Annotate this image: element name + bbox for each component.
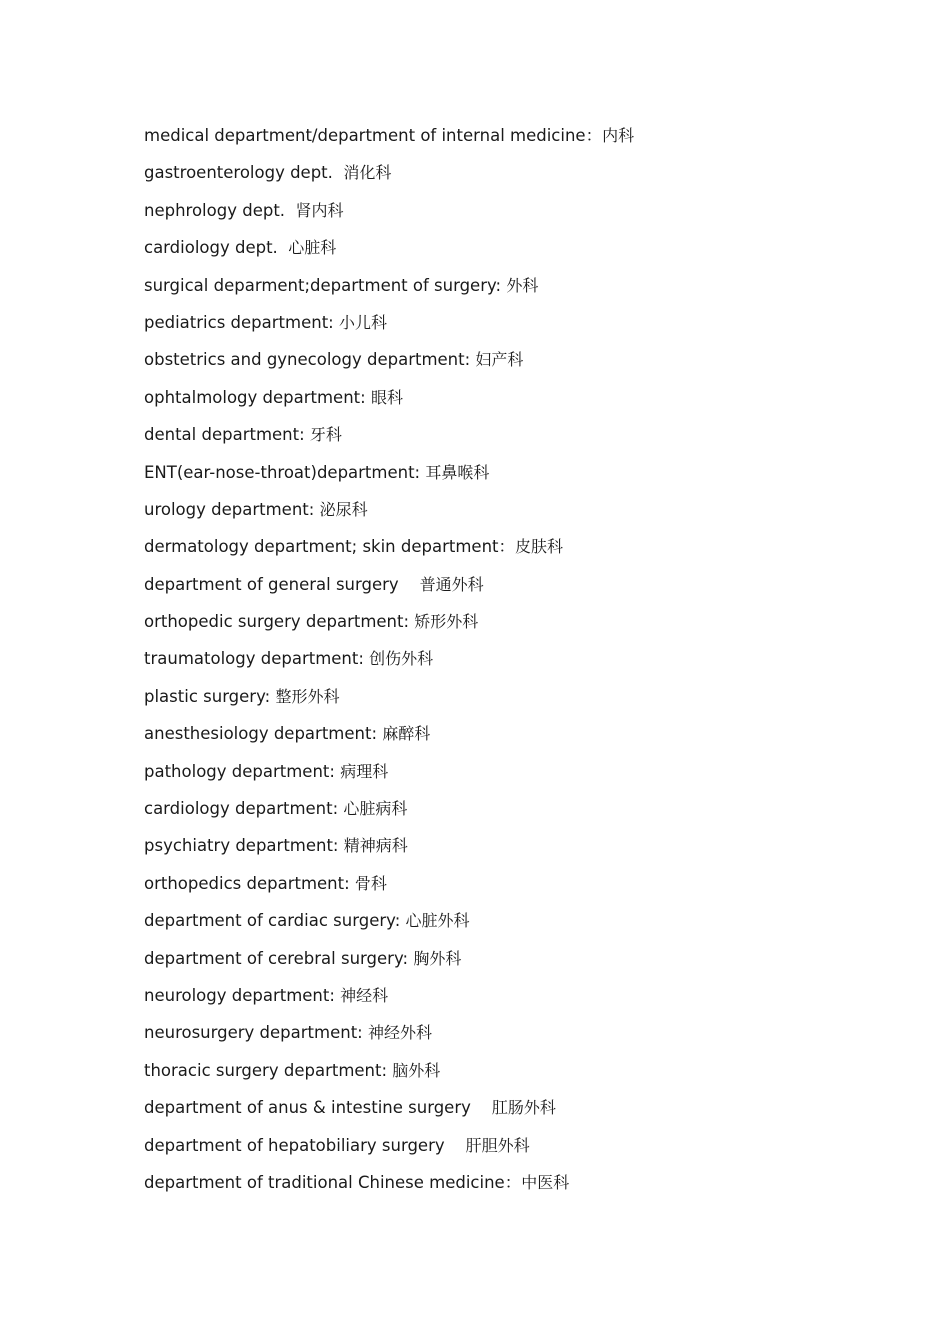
entry-chinese: 肾内科	[295, 200, 344, 220]
entry-english: ENT(ear-nose-throat)department:	[144, 462, 426, 482]
glossary-entry	[144, 1059, 904, 1096]
glossary-entry	[144, 834, 904, 871]
entry-chinese: 整形外科	[275, 686, 340, 706]
entry-english: pathology department:	[144, 761, 341, 781]
glossary-entry	[144, 947, 904, 984]
entry-chinese: 骨科	[354, 873, 387, 893]
entry-english: traumatology department:	[144, 649, 370, 669]
entry-english: neurosurgery department:	[144, 1023, 368, 1043]
entry-chinese: 肝胆外科	[465, 1135, 530, 1155]
entry-chinese: 麻醉科	[382, 724, 431, 744]
entry-chinese: 脑外科	[392, 1060, 441, 1080]
entry-chinese: 神经科	[340, 985, 389, 1005]
entry-english: orthopedic surgery department:	[144, 612, 415, 632]
entry-chinese: 小儿科	[338, 312, 387, 332]
entry-chinese: 皮肤科	[515, 537, 564, 557]
entry-chinese: 创伤外科	[369, 649, 434, 669]
glossary-entry	[144, 1096, 904, 1133]
glossary-entry	[144, 984, 904, 1021]
entry-chinese: 肛肠外科	[491, 1098, 556, 1118]
entry-english: urology department:	[144, 499, 320, 519]
entry-english: department of cerebral surgery:	[144, 948, 414, 968]
glossary-entry	[144, 386, 904, 423]
entry-chinese: 心脏科	[288, 238, 337, 258]
glossary-entry	[144, 685, 904, 722]
entry-chinese: 矫形外科	[414, 612, 479, 632]
glossary-entry	[144, 1021, 904, 1058]
glossary-entry	[144, 872, 904, 909]
entry-english: cardiology dept.	[144, 238, 289, 258]
glossary-entry	[144, 274, 904, 311]
entry-chinese: 中医科	[521, 1172, 570, 1192]
entry-english: neurology department:	[144, 985, 341, 1005]
glossary-entry	[144, 909, 904, 946]
entry-english: obstetrics and gynecology department:	[144, 350, 476, 370]
entry-chinese: 妇产科	[475, 350, 524, 370]
entry-english: department of hepatobiliary surgery	[144, 1135, 466, 1155]
entry-english: anesthesiology department:	[144, 724, 383, 744]
glossary-entry	[144, 461, 904, 498]
entry-chinese: 普通外科	[419, 574, 484, 594]
entry-english: pediatrics department:	[144, 312, 339, 332]
entry-english: gastroenterology dept.	[144, 163, 344, 183]
entry-english: medical department/department of internal medicine：	[144, 126, 603, 145]
entry-chinese: 胸外科	[413, 948, 462, 968]
glossary-entry	[144, 647, 904, 684]
entry-chinese: 外科	[506, 275, 539, 295]
entry-chinese: 消化科	[343, 163, 392, 183]
glossary-entry	[144, 797, 904, 834]
entry-english: department of cardiac surgery:	[144, 911, 406, 931]
glossary-entry	[144, 1134, 904, 1171]
entry-chinese: 精神病科	[343, 836, 408, 856]
entry-chinese: 泌尿科	[319, 499, 368, 519]
glossary-entry	[144, 610, 904, 647]
entry-english: ophtalmology department:	[144, 387, 371, 407]
department-glossary-list	[144, 124, 904, 1208]
glossary-entry	[144, 535, 904, 572]
glossary-entry	[144, 423, 904, 460]
glossary-entry	[144, 161, 904, 198]
entry-english: nephrology dept.	[144, 200, 296, 220]
entry-english: orthopedics department:	[144, 873, 355, 893]
glossary-entry	[144, 236, 904, 273]
entry-english: department of anus & intestine surgery	[144, 1098, 492, 1118]
entry-english: thoracic surgery department:	[144, 1060, 393, 1080]
entry-english: department of general surgery	[144, 574, 420, 594]
entry-chinese: 神经外科	[367, 1023, 432, 1043]
entry-english: department of traditional Chinese medicine：	[144, 1172, 522, 1192]
glossary-entry	[144, 1171, 904, 1208]
entry-chinese: 心脏外科	[405, 911, 470, 931]
glossary-entry	[144, 573, 904, 610]
entry-english: surgical deparment;department of surgery:	[144, 275, 507, 295]
glossary-entry	[144, 199, 904, 236]
entry-chinese: 病理科	[340, 761, 389, 781]
glossary-entry	[144, 722, 904, 759]
entry-chinese: 眼科	[370, 387, 403, 407]
entry-english: dental department:	[144, 425, 310, 445]
glossary-entry	[144, 760, 904, 797]
glossary-entry	[144, 348, 904, 385]
entry-english: dermatology department; skin department：	[144, 537, 516, 557]
glossary-entry	[144, 311, 904, 348]
entry-english: psychiatry department:	[144, 836, 344, 856]
entry-chinese: 耳鼻喉科	[425, 462, 490, 482]
entry-chinese: 心脏病科	[343, 799, 408, 819]
entry-english: cardiology department:	[144, 799, 344, 819]
entry-chinese: 内科	[602, 126, 635, 145]
entry-chinese: 牙科	[309, 425, 342, 445]
glossary-entry	[144, 498, 904, 535]
entry-english: plastic surgery:	[144, 686, 276, 706]
glossary-entry	[144, 124, 904, 161]
